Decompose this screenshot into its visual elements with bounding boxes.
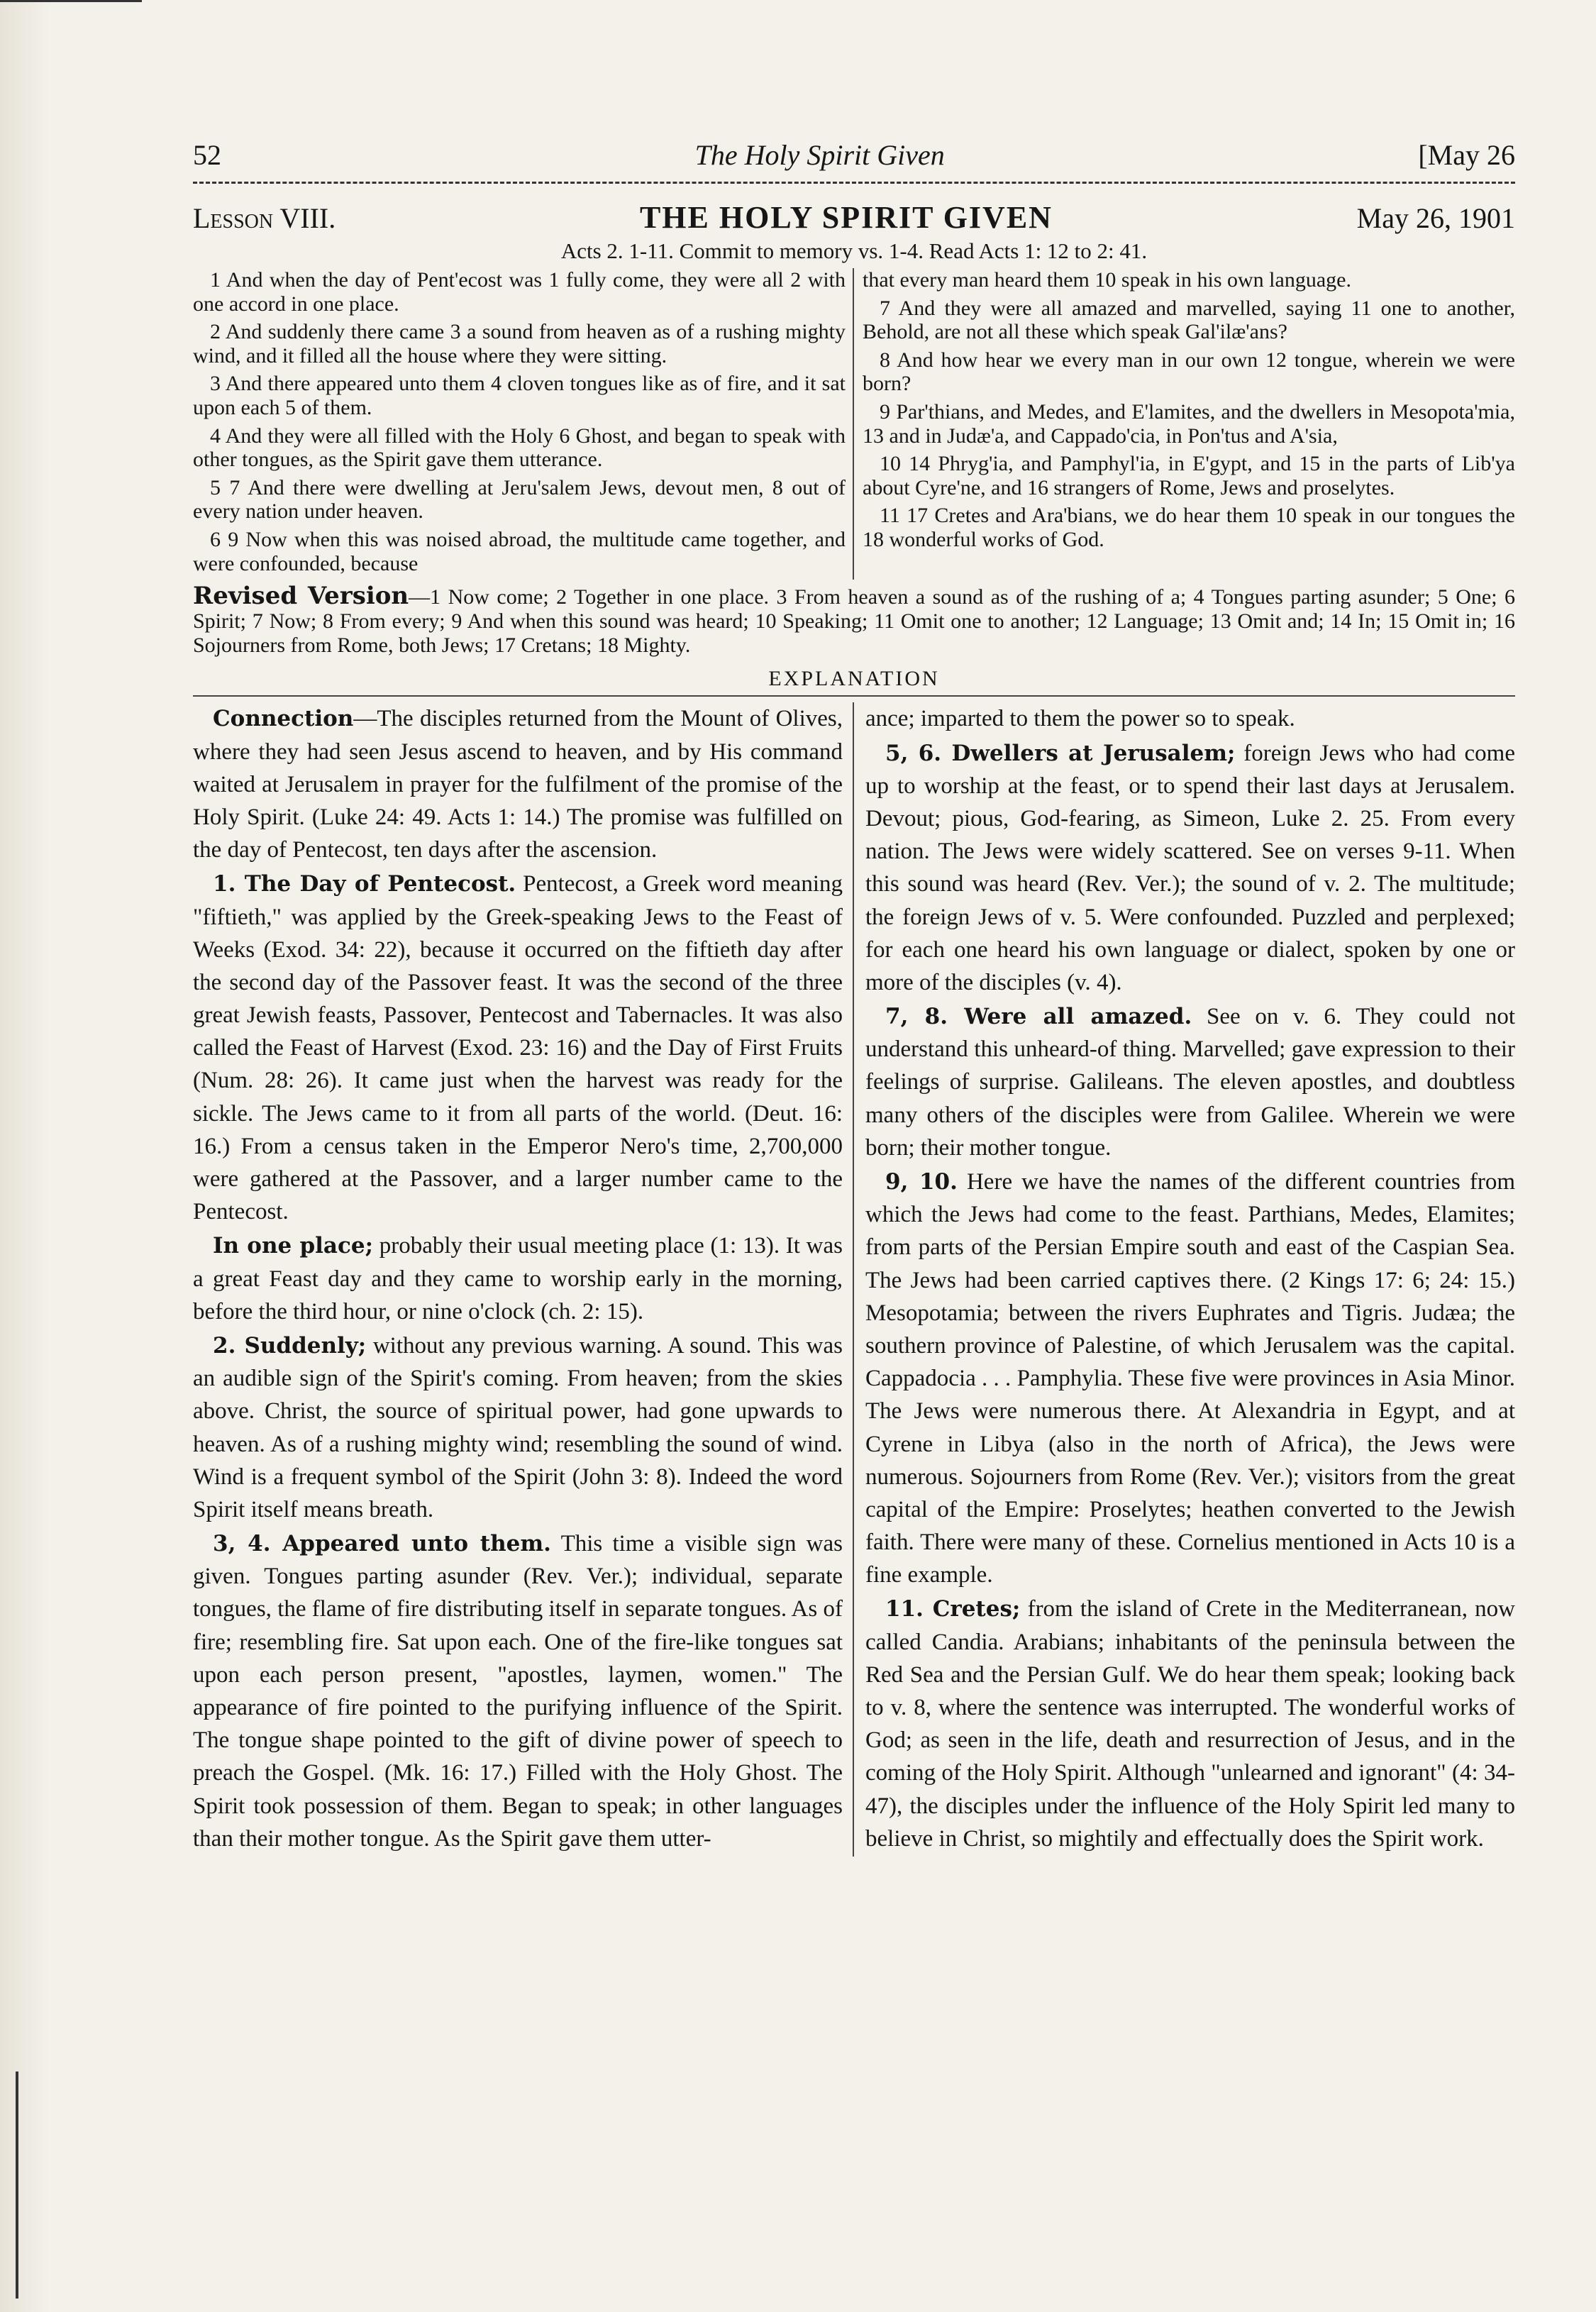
paragraph-text: Pentecost, a Greek word meaning "fiftieth," was applied by the Greek-speaking Jews to the Feast of Weeks (Exod. 34: 22), because it occurred on the fiftieth day after the second day of the Passover feast. It was the second of the three great Jewish feasts, Passover, Pentecost and Tabernacles. It was also called the Feast of Harvest (Exod. 23: 16) and the Day of First Fruits (Num. 28: 26). It came just when the harvest was ready for the sickle. The Jews came to it from all parts of the world. (Deut. 16: 16.) From a census taken in the Emperor Nero's time, 2,700,000 were gathered at the Passover, and a larger number came to the Pentecost. (193, 871, 843, 1225)
date-tag: [May 26 (1418, 139, 1515, 171)
explanation-paragraph (193, 1229, 843, 1328)
explanation-heading: EXPLANATION (193, 667, 1515, 697)
running-title: The Holy Spirit Given (694, 139, 945, 171)
explanation-continued: ance; imparted to them the power so to speak. (865, 706, 1295, 732)
lesson-line (193, 199, 1515, 236)
paragraph-heading: 1. The Day of Pentecost. (213, 871, 516, 897)
verse: 2 And suddenly there came 3 a sound from heaven as of a rushing mighty wind, and it filled all the house where they were sitting. (193, 320, 846, 367)
paragraph-heading: 9, 10. (885, 1169, 958, 1195)
explanation-paragraph (865, 1000, 1515, 1164)
explanation-paragraph (865, 737, 1515, 1000)
verse: 6 9 Now when this was noised abroad, the multitude came together, and were confounded, because (193, 527, 846, 575)
explanation-paragraph (193, 1527, 843, 1855)
explanation-column-right (854, 702, 1515, 1857)
revised-version-notes (193, 582, 1515, 657)
edge-mark (16, 2072, 18, 2299)
paragraph-heading: 7, 8. Were all amazed. (885, 1004, 1192, 1030)
explanation-paragraph (193, 702, 843, 866)
page-number: 52 (193, 139, 221, 171)
paragraph-heading: 3, 4. Appeared unto them. (213, 1531, 551, 1557)
scan-edge (0, 0, 50, 2312)
paragraph-text: See on v. 6. They could not understand this unheard-of thing. Marvelled; gave expression to their feelings of surprise. Galileans. The eleven apostles, and doubtless many others of the disciples were from Galilee. Wherein we were born; their mother tongue. (865, 1004, 1515, 1161)
verse-continued: that every man heard them 10 speak in his own language. (863, 268, 1351, 292)
verse: 8 And how hear we every man in our own 12 tongue, wherein we were born? (863, 348, 1515, 396)
explanation-paragraph (865, 1593, 1515, 1855)
paragraph-heading: 2. Suddenly; (213, 1332, 367, 1359)
verse: 5 7 And there were dwelling at Jeru'salem Jews, devout men, 8 out of every nation under heaven. (193, 475, 846, 524)
page (193, 138, 1515, 1857)
explanation-paragraph (193, 1329, 843, 1526)
revised-version-text: —1 Now come; 2 Together in one place. 3 From heaven a sound as of the rushing of a; 4 Tongues parting asunder; 5 One; 6 Spirit; 7 Now; 8 From every; 9 And when this sound was heard; 10 Speaking; 11 Omit one to another; 12 Language; 13 Omit and; 14 In; 15 Omit in; 16 Sojourners from Rome, both Jews; 17 Cretans; 18 Mighty. (193, 585, 1515, 657)
scripture-column-left (193, 268, 854, 580)
scripture-text (193, 268, 1515, 580)
header-rule (193, 182, 1515, 184)
paragraph-text: Here we have the names of the different countries from which the Jews had come to the feast. Parthians, Medes, Elamites; from parts of the Persian Empire south and east of the Caspian Sea. The Jews had been carried captives there. (2 Kings 17: 6; 24: 15.) Mesopotamia; between the rivers Euphrates and Tigris. Judæa; the southern province of Palestine, of which Jerusalem was the capital. Cappadocia . . . Pamphylia. These five were provinces in Asia Minor. The Jews were numerous there. At Alexandria in Egypt, and at Cyrene in Libya (also in the north of Africa), the Jews were numerous. Sojourners from Rome (Rev. Ver.); visitors from the great capital of the Empire: Proselytes; heathen converted to the Jewish faith. There were many of these. Cornelius mentioned in Acts 10 is a fine example. (865, 1169, 1515, 1588)
explanation (193, 702, 1515, 1857)
lesson-references: Acts 2. 1-11. Commit to memory vs. 1-4. Read Acts 1: 12 to 2: 41. (560, 238, 1148, 263)
verse: 10 14 Phryg'ia, and Pamphyl'ia, in E'gypt, and 15 in the parts of Lib'ya about Cyre'ne, and 16 strangers of Rome, Jews and proselytes. (863, 452, 1515, 499)
paragraph-text: from the island of Crete in the Mediterranean, now called Candia. Arabians; inhabitants of the peninsula between the Red Sea and the Persian Gulf. We do hear them speak; looking back to v. 8, where the sentence was interrupted. The wonderful works of God; as seen in the life, death and resurrection of Jesus, and in the coming of the Holy Spirit. Although "unlearned and ignorant" (4: 34-47), the disciples under the influence of the Holy Spirit led many to believe in Christ, so mightily and effectually does the Spirit work. (865, 1596, 1515, 1852)
paragraph-heading: 11. Cretes; (885, 1596, 1021, 1622)
paragraph-text: probably their usual meeting place (1: 13). It was a great Feast day and they came to worship early in the morning, before the third hour, or nine o'clock (ch. 2: 15). (193, 1233, 843, 1324)
verse: 9 Par'thians, and Medes, and E'lamites, and the dwellers in Mesopota'mia, 13 and in Judæ'a, and Cappado'cia, in Pon'tus and A'sia, (863, 399, 1515, 448)
verse: 3 And there appeared unto them 4 cloven tongues like as of fire, and it sat upon each 5 of them. (193, 372, 846, 419)
paragraph-text: This time a visible sign was given. Tongues parting asunder (Rev. Ver.); individual, separate tongues, the flame of fire distributing itself in separate tongues. As of fire; resembling fire. Sat upon each. One of the fire-like tongues sat upon each person present, "apostles, laymen, women." The appearance of fire pointed to the purifying influence of the Spirit. The tongue shape pointed to the gift of divine power of speech to preach the Gospel. (Mk. 16: 17.) Filled with the Holy Ghost. The Spirit took possession of them. Began to speak; in other languages than their mother tongue. As the Spirit gave them utter- (193, 1531, 843, 1852)
verse: 7 And they were all amazed and marvelled, saying 11 one to another, Behold, are not all these which speak Gal'ilæ'ans? (863, 296, 1515, 344)
verse: 11 17 Cretes and Ara'bians, we do hear them 10 speak in our tongues the 18 wonderful works of God. (863, 504, 1515, 551)
edge-mark (0, 0, 142, 2)
scripture-column-right (854, 268, 1515, 580)
paragraph-text: without any previous warning. A sound. This was an audible sign of the Spirit's coming. From heaven; from the skies above. Christ, the source of spiritual power, had gone upwards to heaven. As of a rushing mighty wind; resembling the sound of wind. Wind is a frequent symbol of the Spirit (John 3: 8). Indeed the word Spirit itself means breath. (193, 1332, 843, 1522)
paragraph-heading: Connection (213, 706, 354, 732)
verse: 4 And they were all filled with the Holy 6 Ghost, and began to speak with other tongues, as the Spirit gave them utterance. (193, 424, 846, 472)
explanation-paragraph (193, 868, 843, 1228)
paragraph-heading: In one place; (213, 1233, 374, 1259)
lesson-number: Lesson VIII. (193, 202, 336, 234)
explanation-paragraph (865, 1166, 1515, 1591)
lesson-title: THE HOLY SPIRIT GIVEN (639, 200, 1053, 235)
lesson-date: May 26, 1901 (1356, 202, 1515, 234)
explanation-column-left (193, 702, 854, 1857)
revised-version-label: Revised Version (193, 582, 409, 611)
paragraph-heading: 5, 6. Dwellers at Jerusalem; (885, 740, 1236, 766)
paragraph-text: foreign Jews who had come up to worship at the feast, or to spend their last days at Jerusalem. Devout; pious, God-fearing, as Simeon, Luke 2. 25. From every nation. The Jews were widely scattered. See on verses 9-11. When this sound was heard (Rev. Ver.); the sound of v. 2. The multitude; the foreign Jews of v. 5. Were confounded. Puzzled and perplexed; for each one heard his own language or dialect, spoken by one or more of the disciples (v. 4). (865, 740, 1515, 995)
running-head (193, 138, 1515, 182)
paragraph-text: —The disciples returned from the Mount of Olives, where they had seen Jesus ascend to heaven, and by His command waited at Jerusalem in prayer for the fulfilment of the promise of the Holy Spirit. (Luke 24: 49. Acts 1: 14.) The promise was fulfilled on the day of Pentecost, ten days after the ascension. (193, 706, 843, 863)
verse: 1 And when the day of Pent'ecost was 1 fully come, they were all 2 with one accord in one place. (193, 268, 846, 316)
